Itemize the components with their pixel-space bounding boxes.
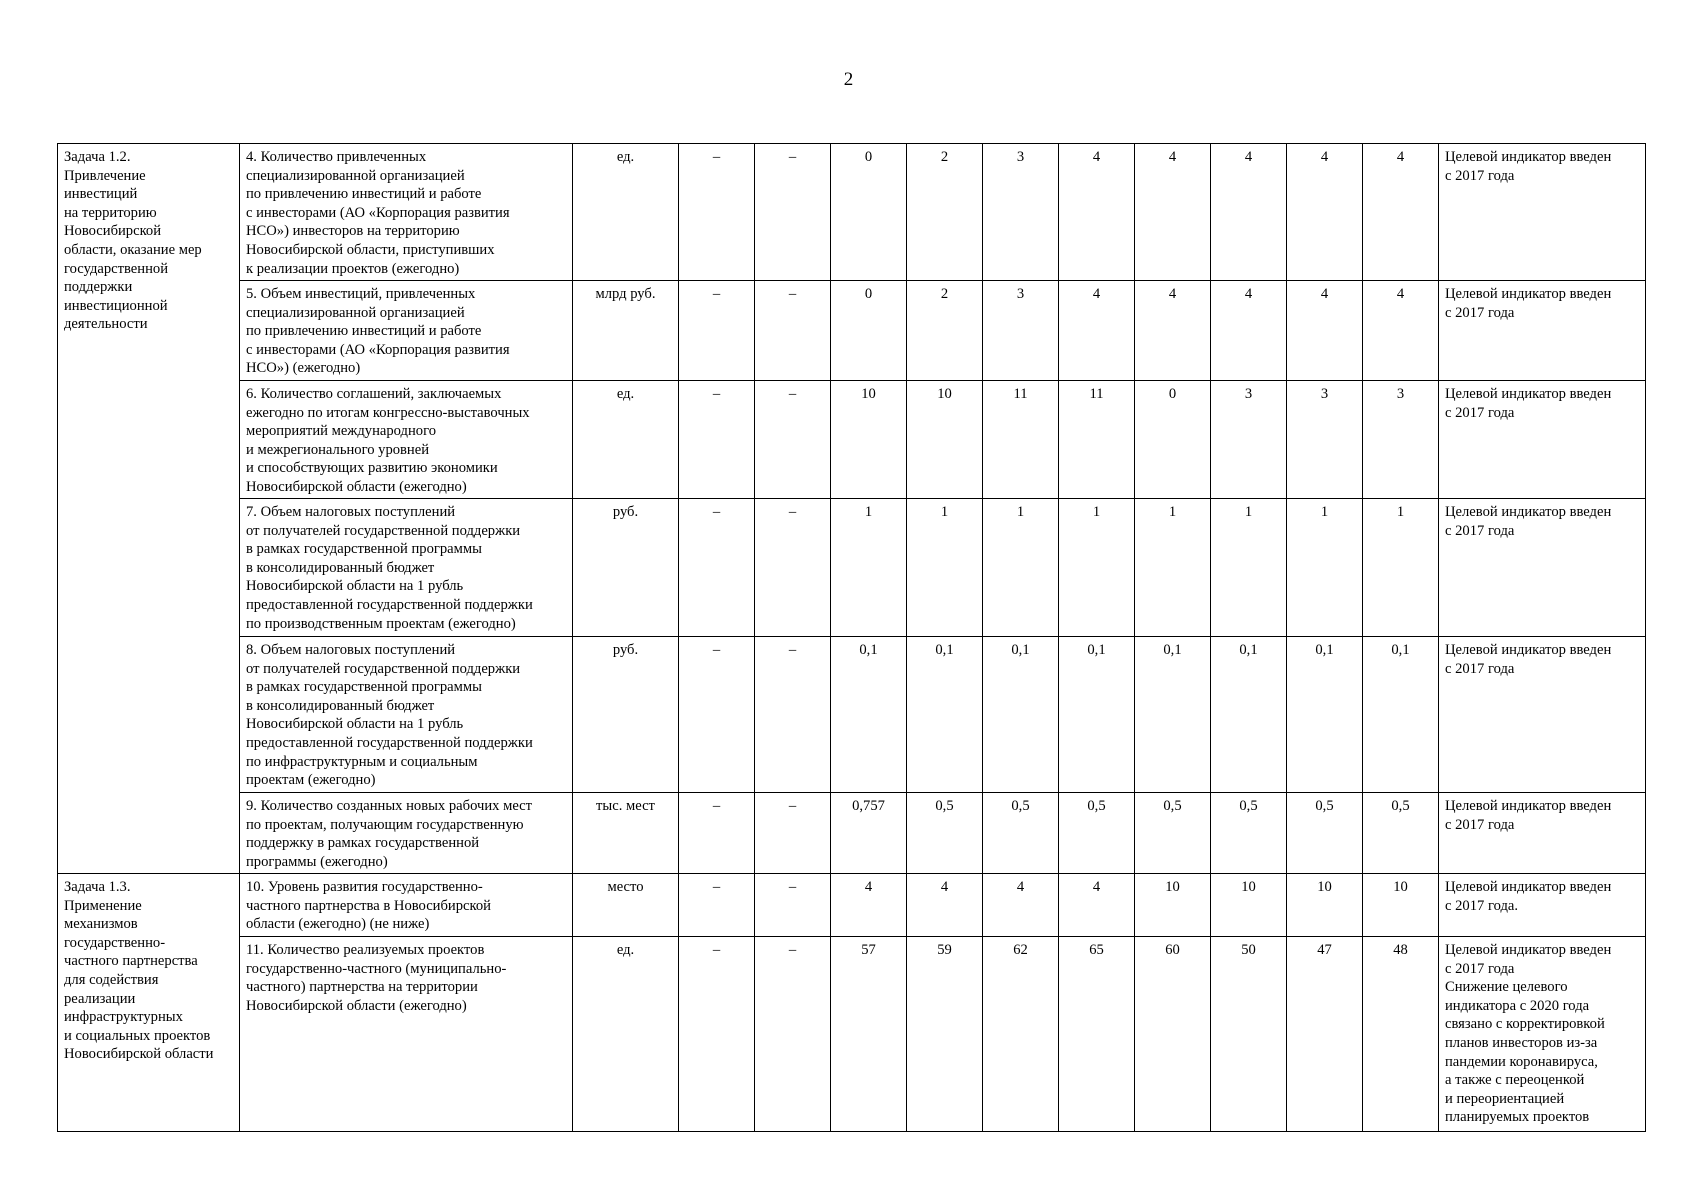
table-row — [58, 499, 1646, 637]
indicator-cell: 7. Объем налоговых поступлений от получателей государственной поддержки в рамках государственной программы в консолидированный бюджет Новосибирской области на 1 рубль предоставленной государственной поддержки по производственным проектам (ежегодно) — [240, 499, 573, 637]
note-cell: Целевой индикатор введен с 2017 года — [1439, 637, 1646, 793]
indicator-cell: 5. Объем инвестиций, привлеченных специализированной организацией по привлечению инвестиций и работе с инвесторами (АО «Корпорация развития НСО») (ежегодно) — [240, 281, 573, 381]
value-cell: 10 — [1363, 874, 1439, 937]
note-cell: Целевой индикатор введен с 2017 года — [1439, 381, 1646, 499]
indicator-cell: 4. Количество привлеченных специализированной организацией по привлечению инвестиций и работе с инвесторами (АО «Корпорация развития НСО») инвесторов на территорию Новосибирской области, приступивших к реализации проектов (ежегодно) — [240, 144, 573, 281]
value-cell: 0,1 — [1059, 637, 1135, 793]
value-cell: – — [679, 637, 755, 793]
unit-cell: млрд руб. — [573, 281, 679, 381]
value-cell: 3 — [983, 144, 1059, 281]
value-cell: 0,1 — [983, 637, 1059, 793]
note-cell: Целевой индикатор введен с 2017 года — [1439, 499, 1646, 637]
value-cell: 0,5 — [1135, 793, 1211, 874]
value-cell: 0,5 — [983, 793, 1059, 874]
value-cell: 1 — [983, 499, 1059, 637]
value-cell: 0,1 — [907, 637, 983, 793]
value-cell: 0,1 — [1135, 637, 1211, 793]
value-cell: 4 — [983, 874, 1059, 937]
value-cell: 48 — [1363, 937, 1439, 1132]
note-cell: Целевой индикатор введен с 2017 года — [1439, 793, 1646, 874]
page-number: 2 — [843, 69, 854, 90]
value-cell: 59 — [907, 937, 983, 1132]
value-cell: 4 — [907, 874, 983, 937]
value-cell: 10 — [831, 381, 907, 499]
value-cell: 60 — [1135, 937, 1211, 1132]
task-cell: Задача 1.3. Применение механизмов государственно- частного партнерства для содействия реализации инфраструктурных и социальных проектов Новосибирской области — [58, 874, 240, 1132]
value-cell: – — [679, 937, 755, 1132]
table-row — [58, 793, 1646, 874]
value-cell: 47 — [1287, 937, 1363, 1132]
table-row — [58, 381, 1646, 499]
value-cell: – — [755, 281, 831, 381]
value-cell: 1 — [907, 499, 983, 637]
value-cell: 1 — [831, 499, 907, 637]
value-cell: 0 — [831, 281, 907, 381]
value-cell: 0,5 — [1287, 793, 1363, 874]
unit-cell: ед. — [573, 144, 679, 281]
value-cell: 0 — [1135, 381, 1211, 499]
table-row — [58, 281, 1646, 381]
value-cell: 4 — [1287, 281, 1363, 381]
value-cell: 4 — [1059, 144, 1135, 281]
unit-cell: место — [573, 874, 679, 937]
indicator-cell: 11. Количество реализуемых проектов государственно-частного (муниципально- частного) партнерства на территории Новосибирской области (ежегодно) — [240, 937, 573, 1132]
value-cell: 62 — [983, 937, 1059, 1132]
value-cell: – — [679, 144, 755, 281]
value-cell: 57 — [831, 937, 907, 1132]
value-cell: 1 — [1287, 499, 1363, 637]
note-cell: Целевой индикатор введен с 2017 года Снижение целевого индикатора с 2020 года связано с корректировкой планов инвесторов из-за пандемии коронавируса, а также с переоценкой и переориентацией планируемых проектов — [1439, 937, 1646, 1132]
value-cell: – — [679, 499, 755, 637]
value-cell: 0,5 — [907, 793, 983, 874]
value-cell: – — [755, 144, 831, 281]
unit-cell: руб. — [573, 499, 679, 637]
value-cell: 4 — [1135, 281, 1211, 381]
value-cell: 4 — [1363, 144, 1439, 281]
table-row — [58, 937, 1646, 1132]
value-cell: 0,5 — [1363, 793, 1439, 874]
value-cell: 3 — [983, 281, 1059, 381]
table-row — [58, 144, 1646, 281]
indicator-cell: 9. Количество созданных новых рабочих мест по проектам, получающим государственную поддержку в рамках государственной программы (ежегодно) — [240, 793, 573, 874]
unit-cell: ед. — [573, 937, 679, 1132]
value-cell: 4 — [1211, 144, 1287, 281]
value-cell: 4 — [1287, 144, 1363, 281]
value-cell: 0,5 — [1211, 793, 1287, 874]
value-cell: 1 — [1059, 499, 1135, 637]
value-cell: – — [755, 381, 831, 499]
value-cell: 1 — [1211, 499, 1287, 637]
indicator-cell: 6. Количество соглашений, заключаемых ежегодно по итогам конгрессно-выставочных мероприятий международного и межрегионального уровней и способствующих развитию экономики Новосибирской области (ежегодно) — [240, 381, 573, 499]
indicator-cell: 10. Уровень развития государственно- частного партнерства в Новосибирской области (ежегодно) (не ниже) — [240, 874, 573, 937]
value-cell: 0,1 — [1287, 637, 1363, 793]
value-cell: 4 — [831, 874, 907, 937]
value-cell: 4 — [1135, 144, 1211, 281]
value-cell: 65 — [1059, 937, 1135, 1132]
value-cell: – — [679, 281, 755, 381]
task-cell: Задача 1.2. Привлечение инвестиций на территорию Новосибирской области, оказание мер государственной поддержки инвестиционной деятельности — [58, 144, 240, 874]
value-cell: 11 — [983, 381, 1059, 499]
value-cell: – — [755, 499, 831, 637]
value-cell: 10 — [907, 381, 983, 499]
value-cell: 10 — [1211, 874, 1287, 937]
indicator-cell: 8. Объем налоговых поступлений от получателей государственной поддержки в рамках государственной программы в консолидированный бюджет Новосибирской области на 1 рубль предоставленной государственной поддержки по инфраструктурным и социальным проектам (ежегодно) — [240, 637, 573, 793]
value-cell: – — [755, 793, 831, 874]
value-cell: 4 — [1363, 281, 1439, 381]
value-cell: 2 — [907, 281, 983, 381]
note-cell: Целевой индикатор введен с 2017 года — [1439, 144, 1646, 281]
indicators-table — [57, 143, 1646, 1132]
value-cell: 2 — [907, 144, 983, 281]
value-cell: 50 — [1211, 937, 1287, 1132]
value-cell: 0,5 — [1059, 793, 1135, 874]
unit-cell: ед. — [573, 381, 679, 499]
value-cell: 0 — [831, 144, 907, 281]
value-cell: – — [755, 874, 831, 937]
value-cell: – — [679, 381, 755, 499]
table-row — [58, 874, 1646, 937]
value-cell: 10 — [1135, 874, 1211, 937]
value-cell: – — [755, 937, 831, 1132]
unit-cell: руб. — [573, 637, 679, 793]
value-cell: 4 — [1211, 281, 1287, 381]
value-cell: 10 — [1287, 874, 1363, 937]
note-cell: Целевой индикатор введен с 2017 года. — [1439, 874, 1646, 937]
value-cell: 3 — [1287, 381, 1363, 499]
value-cell: – — [679, 793, 755, 874]
note-cell: Целевой индикатор введен с 2017 года — [1439, 281, 1646, 381]
value-cell: – — [755, 637, 831, 793]
value-cell: 4 — [1059, 874, 1135, 937]
unit-cell: тыс. мест — [573, 793, 679, 874]
value-cell: 1 — [1363, 499, 1439, 637]
value-cell: – — [679, 874, 755, 937]
value-cell: 4 — [1059, 281, 1135, 381]
value-cell: 0,1 — [1363, 637, 1439, 793]
table-row — [58, 637, 1646, 793]
value-cell: 3 — [1363, 381, 1439, 499]
value-cell: 3 — [1211, 381, 1287, 499]
value-cell: 0,1 — [1211, 637, 1287, 793]
value-cell: 11 — [1059, 381, 1135, 499]
value-cell: 0,757 — [831, 793, 907, 874]
value-cell: 1 — [1135, 499, 1211, 637]
value-cell: 0,1 — [831, 637, 907, 793]
